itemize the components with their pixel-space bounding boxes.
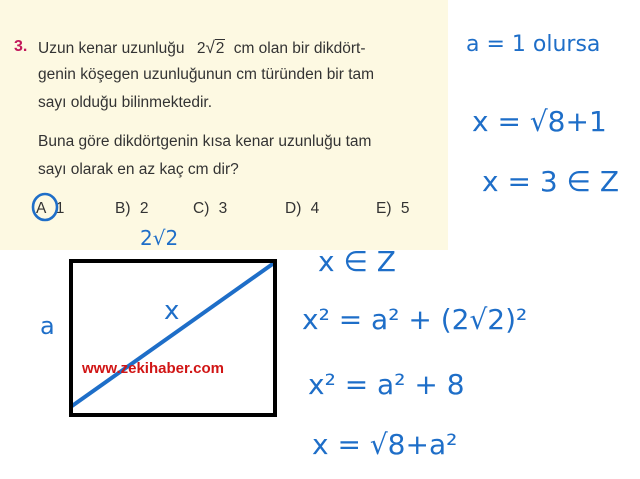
question-line-3: sayı olduğu bilinmektedir. <box>38 94 213 111</box>
side-length-expression: 2√2 <box>196 38 225 57</box>
hand-eq-5: x² = a² + 8 <box>308 368 465 401</box>
answer-circle <box>33 194 57 220</box>
question-line-5: sayı olarak en az kaç cm dir? <box>38 161 239 178</box>
question-number: 3. <box>14 38 28 55</box>
hand-eq-4: x² = a² + (2√2)² <box>302 303 528 336</box>
hand-eq-6: x = √8+a² <box>312 428 458 461</box>
hand-diagonal-label: x <box>164 296 180 326</box>
hand-eq-3: x ∈ Z <box>318 245 396 278</box>
hand-note-a: a = 1 olursa <box>466 32 601 57</box>
option-c-letter: C) <box>193 200 210 217</box>
option-b-letter: B) <box>115 200 131 217</box>
hand-eq-2: x = 3 ∈ Z <box>482 165 620 198</box>
question-line-1-pre: Uzun kenar uzunluğu <box>38 40 185 57</box>
side-length-radicand: 2 <box>215 40 225 57</box>
option-b-value: 2 <box>139 200 149 217</box>
option-a-value: 1 <box>55 200 65 217</box>
side-length-coefficient: 2 <box>196 40 206 57</box>
question-line-2: genin köşegen uzunluğunun cm türünden bir tam <box>38 66 375 83</box>
question-line-1-post: cm olan bir dikdört- <box>233 40 366 57</box>
option-c-value: 3 <box>218 200 228 217</box>
watermark: www.zekihaber.com <box>82 360 224 377</box>
hand-left-side: a <box>40 312 55 340</box>
option-a-letter: A <box>36 200 46 217</box>
option-e-value: 5 <box>400 200 410 217</box>
option-e-letter: E) <box>376 200 392 217</box>
rectangle-figure <box>69 259 277 417</box>
option-d-letter: D) <box>285 200 302 217</box>
hand-top-side: 2√2 <box>140 226 179 250</box>
question-line-4: Buna göre dikdörtgenin kısa kenar uzunluğu tam <box>38 133 372 150</box>
hand-eq-1: x = √8+1 <box>472 105 607 138</box>
option-d-value: 4 <box>310 200 320 217</box>
